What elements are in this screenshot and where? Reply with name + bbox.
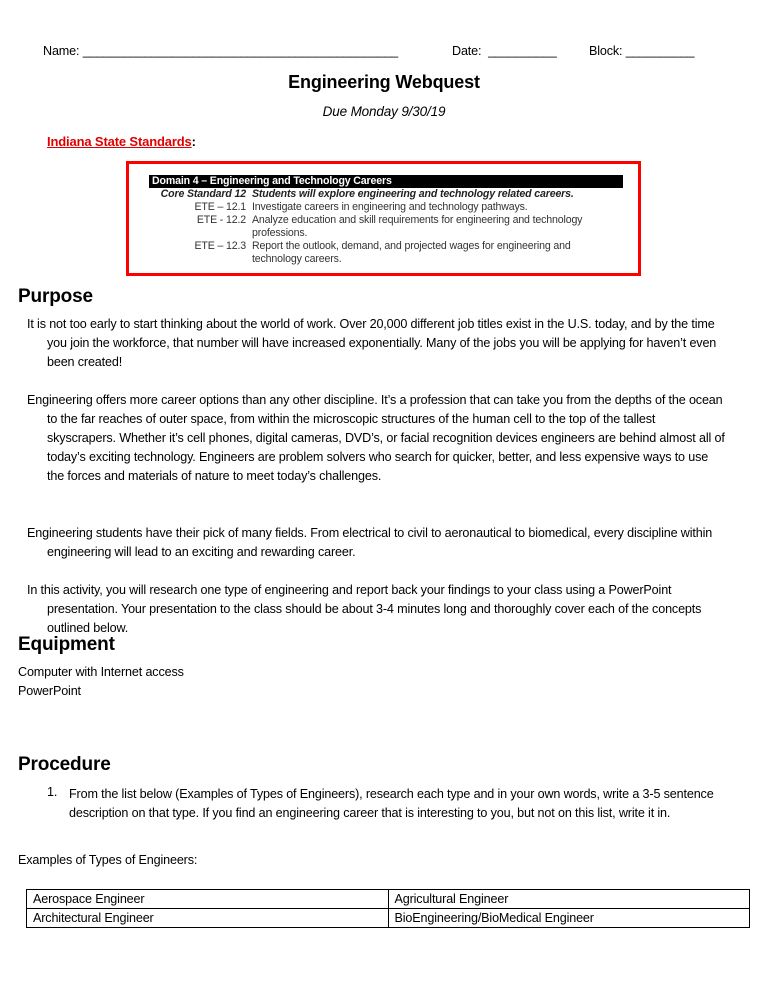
date-blank[interactable]: __________ — [488, 44, 557, 58]
date-label: Date: — [452, 44, 482, 58]
page-title: Engineering Webquest — [288, 72, 480, 92]
standard-label: Core Standard 12 — [160, 188, 246, 200]
equipment-item: PowerPoint — [18, 684, 81, 698]
standard-label: ETE – 12.1 — [194, 201, 246, 213]
block-blank[interactable]: __________ — [625, 44, 695, 58]
standards-box — [126, 161, 641, 276]
engineer-types-table — [26, 889, 750, 928]
standard-text: Analyze education and skill requirements for engineering and technology professions. — [252, 214, 583, 239]
table-cell: Architectural Engineer — [27, 909, 389, 928]
standard-text: Students will explore engineering and technology related careers. — [252, 188, 574, 200]
standard-text: Investigate careers in engineering and technology pathways. — [252, 201, 528, 213]
purpose-paragraph: Engineering students have their pick of many fields. From electrical to civil to aeronautical to biomedical, every discipline within engineering will lead to an exciting and rewarding career. — [27, 526, 713, 559]
standard-label: ETE - 12.2 — [196, 214, 246, 226]
due-date: Due Monday 9/30/19 — [322, 104, 446, 119]
examples-label: Examples of Types of Engineers: — [18, 853, 198, 867]
header-line — [43, 44, 398, 58]
equipment-heading: Equipment — [18, 634, 115, 655]
purpose-heading: Purpose — [18, 286, 93, 307]
procedure-step: From the list below (Examples of Types of Engineers), research each type and in your own words, write a 3-5 sentence description on that type. If you find an engineering career that is interesting to you, but not on this list, write it in. — [69, 787, 714, 820]
standard-label: ETE – 12.3 — [194, 240, 246, 252]
name-label: Name: — [43, 44, 80, 58]
name-blank[interactable]: ______________________________________________ — [82, 44, 398, 58]
equipment-item: Computer with Internet access — [18, 665, 184, 679]
table-row — [27, 890, 750, 909]
table-cell: Agricultural Engineer — [388, 890, 750, 909]
standards-heading: Indiana State Standards — [47, 134, 192, 149]
purpose-paragraph: Engineering offers more career options than any other discipline. It’s a profession that can take you from the depths of the ocean to the far reaches of outer space, from within the microscopic structures of the human cell to the top of the tallest skyscrapers. Whether it’s cell phones, digital cameras, DVD’s, or facial recognition devices engineers are behind almost all of today’s exciting technology. Engineers are problem solvers who search for quicker, better, and less expensive ways to use the forces and materials of nature to meet today’s challenges. — [27, 393, 725, 483]
block-label: Block: — [589, 44, 623, 58]
domain-bar: Domain 4 – Engineering and Technology Careers — [149, 175, 623, 188]
colon: : — [191, 134, 196, 149]
step-number: 1. — [47, 785, 58, 799]
purpose-paragraph: In this activity, you will research one type of engineering and report back your findings to your class using a PowerPoint presentation. Your presentation to the class should be about 3-4 minutes long and thoroughly cover each of the concepts outlined below. — [27, 583, 702, 635]
procedure-heading: Procedure — [18, 754, 111, 775]
table-cell: BioEngineering/BioMedical Engineer — [388, 909, 750, 928]
purpose-paragraph: It is not too early to start thinking about the world of work. Over 20,000 different job titles exist in the U.S. today, and by the time you join the workforce, that number will have increased exponentially. Many of the jobs you will be applying for haven’t even been created! — [27, 317, 717, 369]
table-row — [27, 909, 750, 928]
table-cell: Aerospace Engineer — [27, 890, 389, 909]
standard-text: Report the outlook, demand, and projected wages for engineering and technology careers. — [252, 240, 571, 265]
